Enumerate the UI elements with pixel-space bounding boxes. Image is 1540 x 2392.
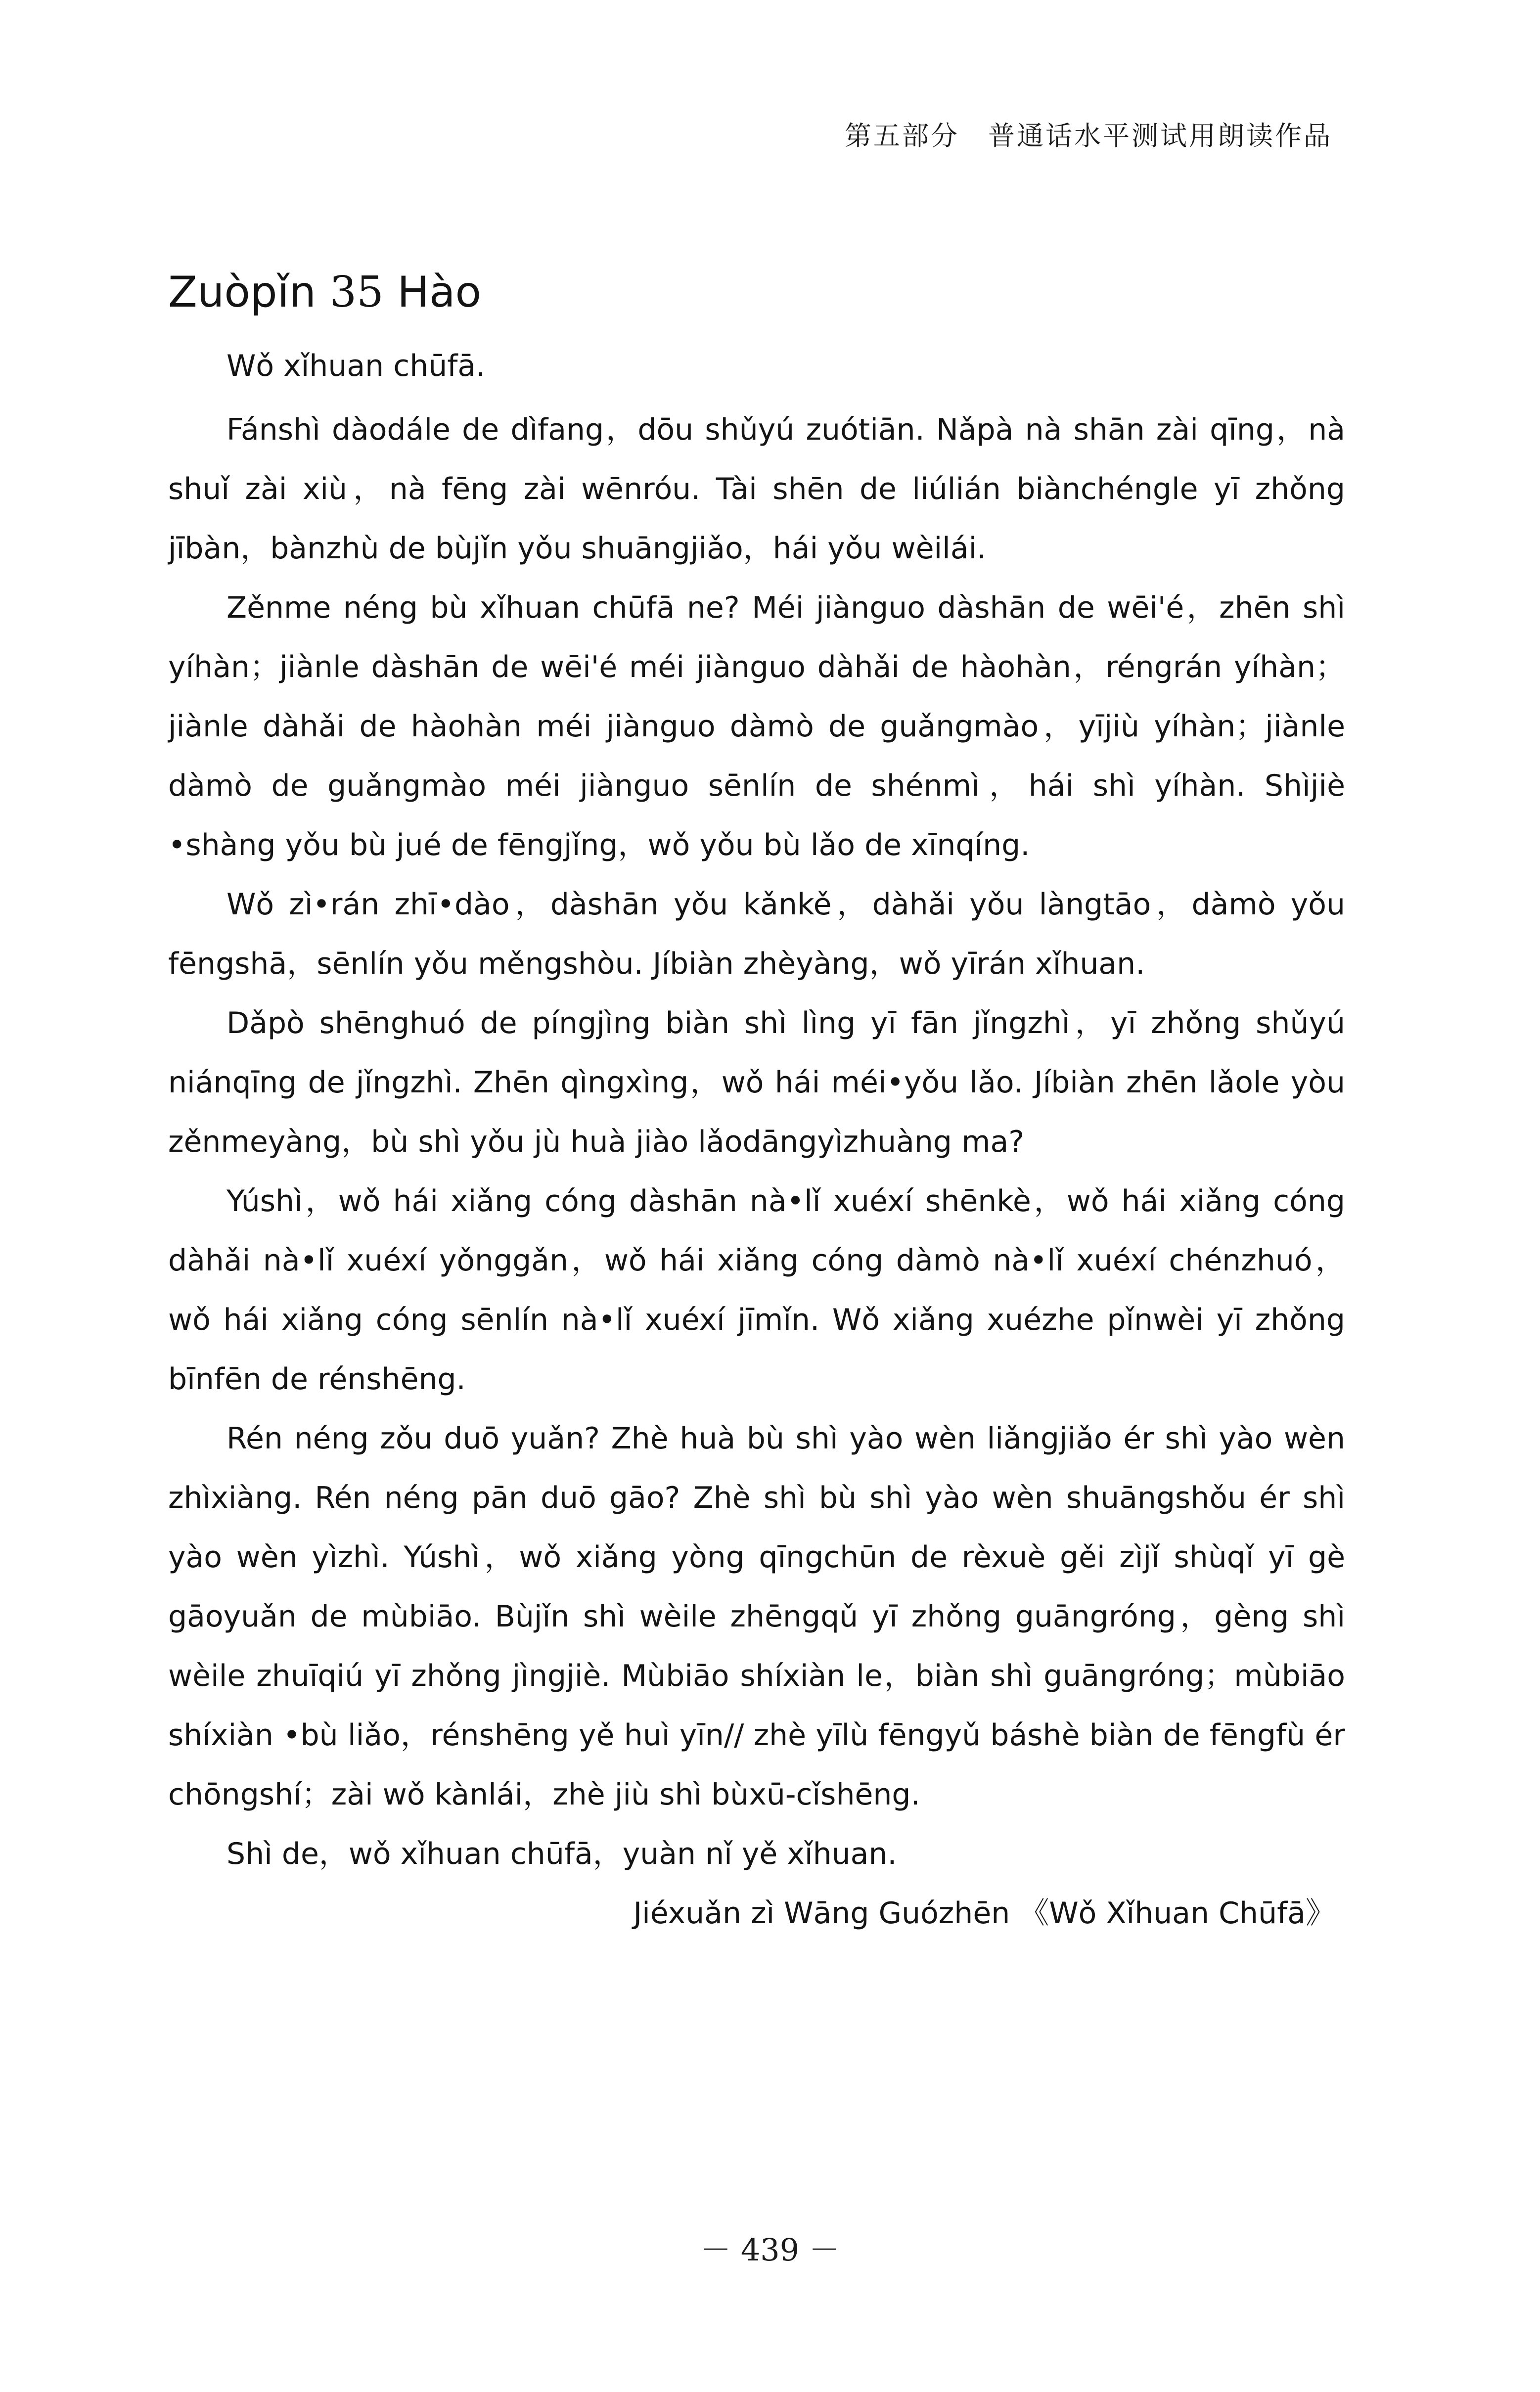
running-header: 第五部分 普通话水平测试用朗读作品: [845, 120, 1332, 151]
paragraph-4: Dǎpò shēnghuó de píngjìng biàn shì lìng yī fān jǐngzhì，yī zhǒng shǔyú niánqīng de jǐngzhì. Zhēn qìngxìng，wǒ hái méi•yǒu lǎo. Jíbiàn zhēn lǎole yòu zěnmeyàng，bù shì yǒu jù huà jiào lǎodāngyìzhuàng ma?: [168, 1006, 1345, 1160]
paragraph-5: Yúshì，wǒ hái xiǎng cóng dàshān nà•lǐ xuéxí shēnkè，wǒ hái xiǎng cóng dàhǎi nà•lǐ xuéxí yǒnggǎn，wǒ hái xiǎng cóng dàmò nà•lǐ xuéxí chénzhuó，wǒ hái xiǎng cóng sēnlín nà•lǐ xuéxí jīmǐn. Wǒ xiǎng xuézhe pǐnwèi yī zhǒng bīnfēn de rénshēng.: [168, 1184, 1345, 1397]
piece-subtitle: Wǒ xǐhuan chūfā.: [226, 349, 486, 384]
paragraph-3: Wǒ zì•rán zhī•dào，dàshān yǒu kǎnkě，dàhǎi yǒu làngtāo，dàmò yǒu fēngshā，sēnlín yǒu měngshòu. Jíbiàn zhèyàng，wǒ yīrán xǐhuan.: [168, 887, 1345, 982]
source-citation: Jiéxuǎn zì Wāng Guózhēn 《Wǒ Xǐhuan Chūfā》: [633, 1896, 1335, 1931]
paragraph-6: Rén néng zǒu duō yuǎn? Zhè huà bù shì yào wèn liǎngjiǎo ér shì yào wèn zhìxiàng. Rén néng pān duō gāo? Zhè shì bù shì yào wèn shuāngshǒu ér shì yào wèn yìzhì. Yúshì，wǒ xiǎng yòng qīngchūn de rèxuè gěi zìjǐ shùqǐ yī gè gāoyuǎn de mùbiāo. Bùjǐn shì wèile zhēngqǔ yī zhǒng guāngróng，gèng shì wèile zhuīqiú yī zhǒng jìngjiè. Mùbiāo shíxiàn le，biàn shì guāngróng；mùbiāo shíxiàn •bù liǎo，rénshēng yě huì yīn// zhè yīlù fēngyǔ báshè biàn de fēngfù ér chōngshí；zài wǒ kànlái，zhè jiù shì bùxū-cǐshēng.: [168, 1421, 1345, 1812]
page-content: [168, 267, 1345, 1943]
paragraph-1: Fánshì dàodále de dìfang，dōu shǔyú zuótiān. Nǎpà nà shān zài qīng，nà shuǐ zài xiù，nà fēng zài wēnróu. Tài shēn de liúlián biànchéngle yī zhǒng jībàn，bànzhù de bùjǐn yǒu shuāngjiǎo，hái yǒu wèilái.: [168, 412, 1345, 566]
paragraph-7: Shì de，wǒ xǐhuan chūfā，yuàn nǐ yě xǐhuan.: [226, 1837, 897, 1872]
piece-title: [168, 267, 1345, 318]
piece-title-suffix: Hào: [383, 268, 482, 317]
piece-title-number: 35: [329, 268, 384, 317]
paragraph-2: Zěnme néng bù xǐhuan chūfā ne? Méi jiànguo dàshān de wēi'é，zhēn shì yíhàn；jiànle dàshān de wēi'é méi jiànguo dàhǎi de hàohàn，réngrán yíhàn；jiànle dàhǎi de hàohàn méi jiànguo dàmò de guǎngmào，yījiù yíhàn；jiànle dàmò de guǎngmào méi jiànguo sēnlín de shénmì，hái shì yíhàn. Shìjiè •shàng yǒu bù jué de fēngjǐng，wǒ yǒu bù lǎo de xīnqíng.: [168, 590, 1345, 863]
piece-title-prefix: Zuòpǐn: [168, 268, 330, 317]
page-number: － 439 －: [700, 2232, 840, 2268]
